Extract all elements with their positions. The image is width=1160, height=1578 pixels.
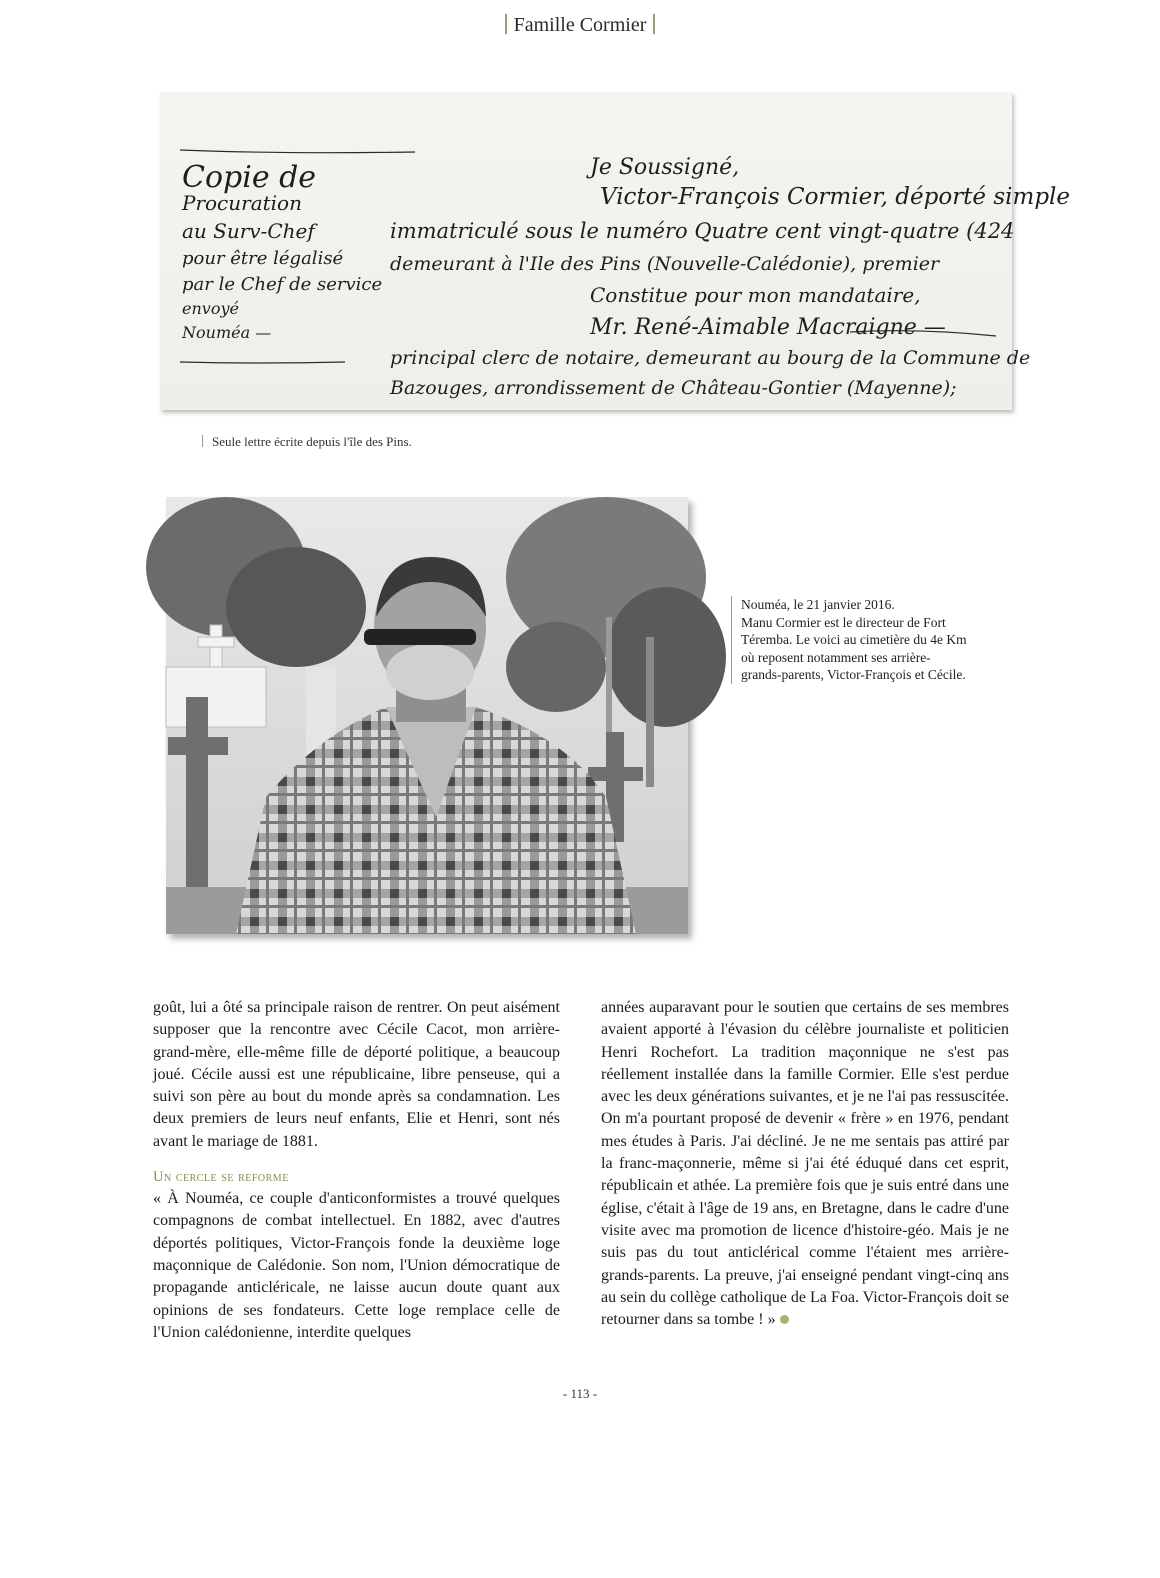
body-paragraph: années auparavant pour le soutien que certains de ses membres avaient apporté à l'évasion du célèbre journaliste et politicien Henri Rochefort. La tradition maçonnique ne s'est pas réellement installée dans la famille Cormier. Elle s'est perdue avec les deux générations suivantes, et je ne l'ai pas ressuscitée. On m'a pourtant proposé de devenir « frère » en 1976, pendant mes études à Paris. J'ai décliné. Je ne me sentais pas attiré par la franc-maçonnerie, même si j'ai été éduqué dans cet esprit, républicain et athée. La première fois que je suis entré dans une église, c'était à l'âge de 19 ans, en Bretagne, dans le cadre d'une visite avec ma promotion de licence d'histoire-géo. Mais je ne suis pas du tout anticlérical comme l'étaient mes arrière-grands-parents. La preuve, j'ai enseigné pendant vingt-cinq ans au sein du collège catholique de La Foa. Victor-François doit se retourner dans sa tombe ! »	[601, 999, 1009, 1329]
body-column-right	[601, 997, 1009, 1331]
photo-caption-line: Manu Cormier est le directeur de Fort	[741, 614, 946, 630]
photo-caption	[731, 596, 1031, 684]
margin-note-line: Copie de	[182, 160, 317, 195]
running-head	[0, 14, 1160, 37]
photo-caption-line: Téremba. Le voici au cimetière du 4e Km	[741, 632, 967, 647]
letter-caption-text: Seule lettre écrite depuis l'île des Pins.	[212, 434, 412, 449]
letter-line: Je Soussigné,	[590, 155, 740, 180]
margin-note-line: au Surv-Chef	[182, 219, 315, 243]
margin-note-line: Procuration	[182, 191, 302, 215]
body-column-left	[153, 997, 560, 1344]
letter-handwriting	[160, 92, 1071, 410]
letter-caption	[202, 434, 412, 450]
caption-rule	[202, 435, 203, 447]
handwritten-letter-image	[160, 92, 1071, 410]
letter-line: Bazouges, arrondissement de Château-Gontier (Mayenne);	[390, 377, 957, 399]
photo-caption-line: grands-parents, Victor-François et Cécile.	[741, 667, 966, 682]
body-paragraph: goût, lui a ôté sa principale raison de rentrer. On peut aisément supposer que la rencontre avec Cécile Cacot, mon arrière-grand-mère, elle-même fille de déporté politique, a beaucoup joué. Cécile aussi est une républicaine, libre penseuse, qui a suivi son père au bout du monde après sa condamnation. Les deux premiers de leurs neuf enfants, Elie et Henri, sont nés avant le mariage de 1881.	[153, 999, 560, 1150]
margin-note-line: par le Chef de service	[182, 274, 383, 295]
letter-line: Victor-François Cormier, déporté simple	[600, 184, 1071, 210]
page-number: - 113 -	[562, 1386, 598, 1401]
margin-note-line: pour être légalisé	[182, 248, 344, 269]
running-head-rule-left	[505, 14, 507, 34]
cemetery-portrait-illustration	[166, 497, 688, 934]
photo-caption-line: Nouméa, le 21 janvier 2016.	[741, 597, 895, 612]
section-heading: Un cercle se reforme	[153, 1169, 289, 1186]
running-head-title: Famille Cormier	[513, 14, 647, 36]
letter-line: Constitue pour mon mandataire,	[590, 283, 921, 307]
letter-line: immatriculé sous le numéro Quatre cent vingt-quatre (424	[390, 219, 1015, 243]
portrait-photo	[166, 497, 688, 934]
photo-caption-line: où reposent notamment ses arrière-	[741, 649, 931, 665]
body-paragraph: « À Nouméa, ce couple d'anticonformistes a trouvé quelques compagnons de combat intellectuel. En 1882, avec d'autres déportés politiques, Victor-François fonde la deuxième loge maçonnique de Calédonie. Son nom, l'Union démocratique de propagande anticléricale, ne laisse aucun doute quant aux opinions de ses fondateurs. Cette loge remplace celle de l'Union calédonienne, interdite quelques	[153, 1190, 560, 1341]
margin-note-line: envoyé	[182, 299, 239, 318]
letter-line: Mr. René-Aimable Macraigne —	[590, 315, 946, 340]
letter-line: demeurant à l'Ile des Pins (Nouvelle-Calédonie), premier	[390, 253, 940, 275]
letter-line: principal clerc de notaire, demeurant au bourg de la Commune de	[390, 347, 1031, 369]
running-head-rule-right	[653, 14, 655, 34]
margin-note-line: Nouméa —	[182, 323, 272, 342]
body-paragraph-with-end-mark	[601, 997, 1009, 1331]
end-of-article-marker	[780, 1315, 789, 1324]
